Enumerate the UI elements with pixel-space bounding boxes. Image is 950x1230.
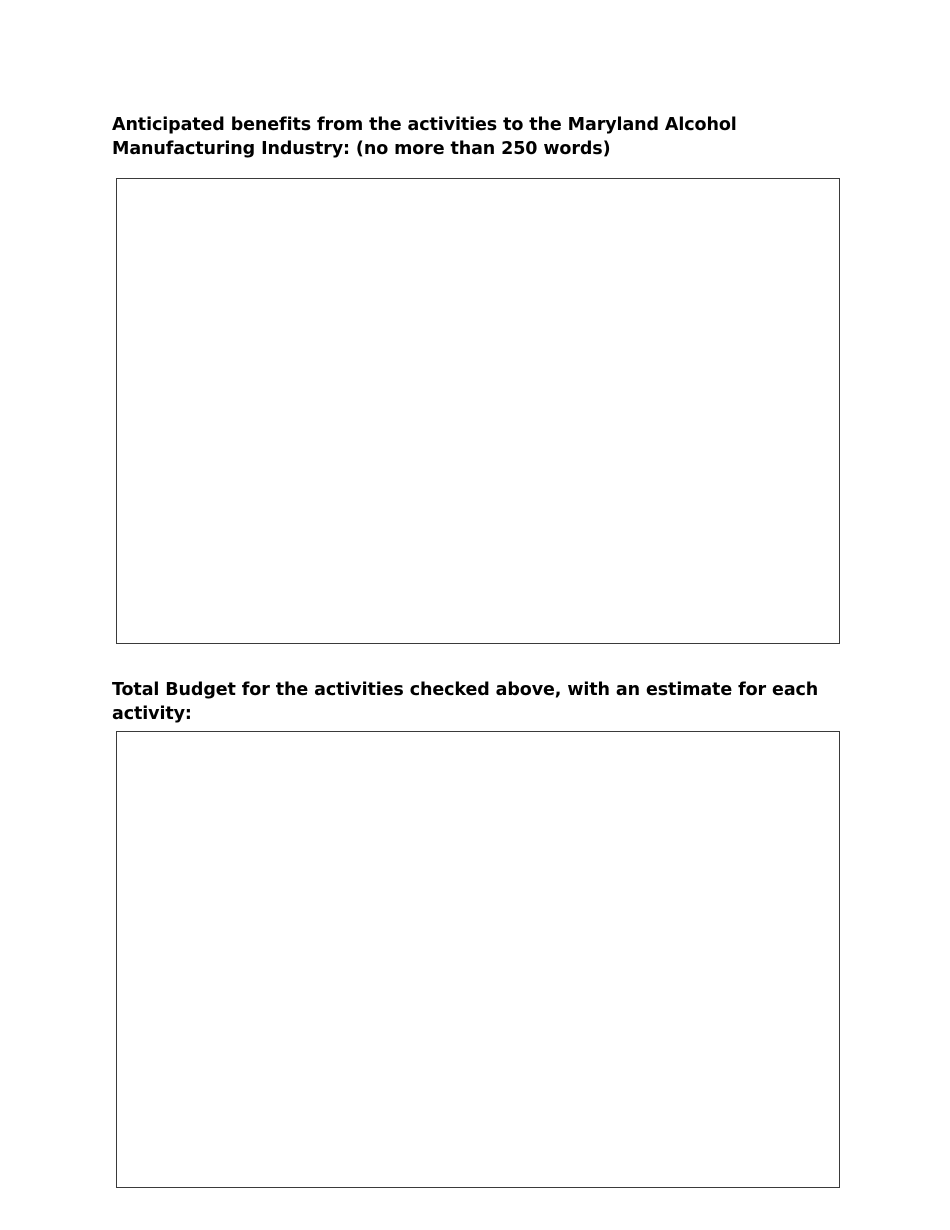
benefits-answer-field[interactable]	[116, 178, 840, 644]
benefits-question-label: Anticipated benefits from the activities to the Maryland Alcohol Manufacturing Industry: (no more than 250 words)	[112, 115, 737, 159]
budget-answer-field[interactable]	[116, 731, 840, 1188]
budget-question-label: Total Budget for the activities checked above, with an estimate for each activity:	[112, 680, 819, 724]
